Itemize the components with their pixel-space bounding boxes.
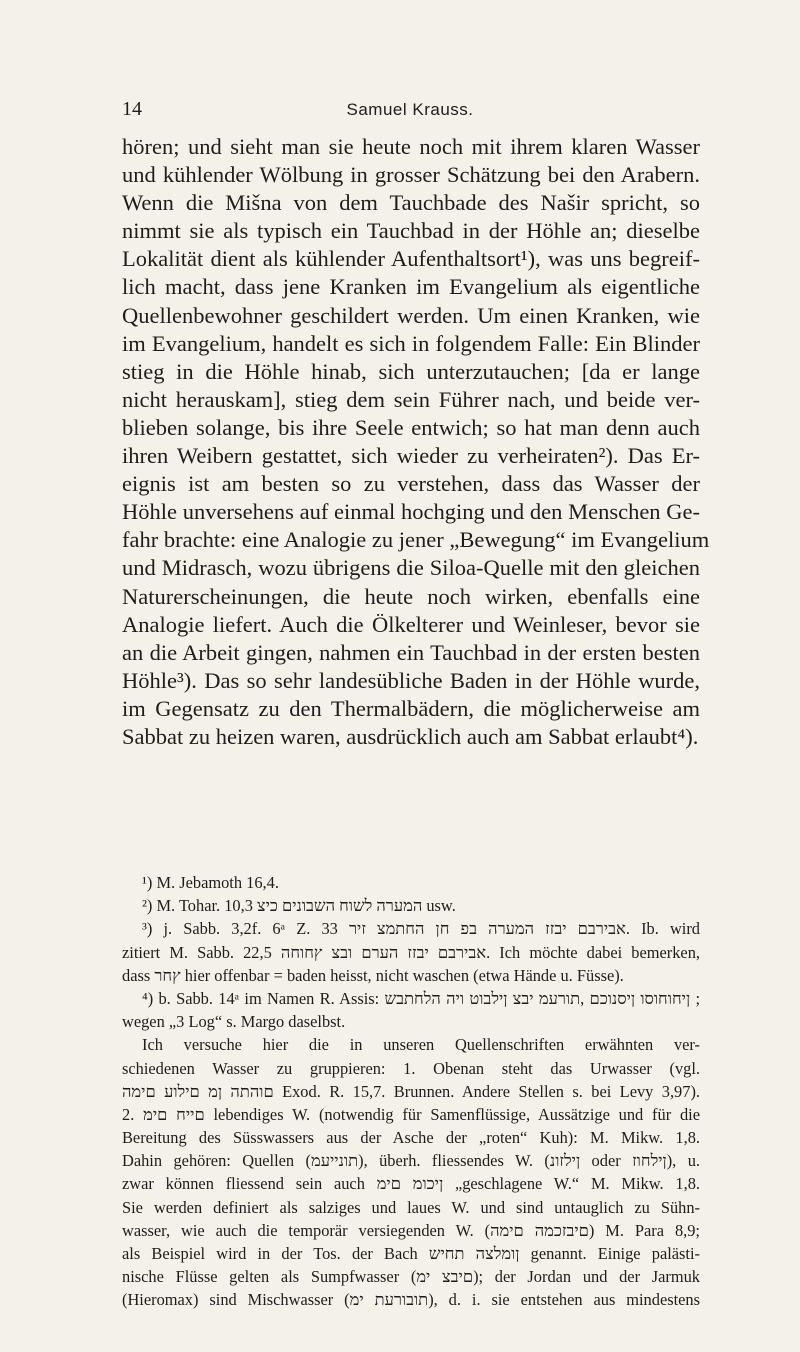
footnotes [122, 871, 700, 1312]
footnote-line: Bereitung des Süsswassers aus der Asche der „roten“ Kuh): M. Mikw. 1,8. [122, 1128, 700, 1148]
footnote-line: (Hieromax) sind Mischwasser (תובורעת ימ), d. i. sie entstehen aus mindestens [122, 1290, 701, 1310]
body-text-line: und kühlender Wölbung in grosser Schätzung bei den Arabern. [122, 162, 700, 188]
footnote-line: als Beispiel wird in der Tos. der Bach ןומלצה תחיש genannt. Einige palästi- [122, 1244, 700, 1263]
footnote-line: Ich versuche hier die in unseren Quellenschriften erwähnten ver- [142, 1035, 700, 1055]
body-text-line: Höhle³). Das so sehr landesübliche Baden in der Höhle wurde, [122, 667, 700, 693]
footnote-line: dass ץחר hier offenbar = baden heisst, nicht waschen (etwa Hände u. Füsse). [122, 965, 624, 985]
body-text-line: lich macht, dass jene Kranken im Evangelium als eigentliche [122, 274, 700, 300]
body-text [122, 133, 710, 751]
running-head-author: Samuel Krauss. [346, 100, 474, 119]
body-text-line: fahr brachte: eine Analogie zu jener „Bewegung“ im Evangelium [122, 527, 710, 553]
body-text-line: im Evangelium, handelt es sich in folgendem Falle: Ein Blinder [122, 330, 700, 356]
footnote-line: ³) j. Sabb. 3,2f. 6ᵃ Z. 33 אבירבם יבזז המערה בפ חן החתמצ זיר. Ib. wird [142, 919, 700, 939]
page-number: 14 [122, 98, 142, 120]
body-text-line: ihren Weibern gestattet, sich wieder zu verheiraten²). Das Er- [122, 443, 700, 469]
body-text-line: eignis ist am besten so zu verstehen, dass das Wasser der [122, 471, 700, 497]
body-text-line: und Midrasch, wozu übrigens die Siloa-Quelle mit den gleichen [122, 555, 700, 581]
body-text-line: Quellenbewohner geschildert werden. Um einen Kranken, wie [122, 302, 700, 328]
footnote-line: ²) M. Tohar. 10,3 המערה לשוח השבונים כיצ usw. [142, 896, 456, 916]
body-text-line: im Gegensatz zu den Thermalbädern, die möglicherweise am [122, 695, 700, 721]
footnote-line: 2. םייח םימ lebendiges W. (notwendig für Samenflüssige, Aussätzige und für die [122, 1104, 701, 1124]
footnote-line: ⁴) b. Sabb. 14ᵃ im Namen R. Assis: ןיחוחוסו ןיסנוכם ,תורעמ יבצ ןילבוט ויה הלחתבש ; [142, 988, 700, 1008]
body-text-line: stieg in die Höhle hinab, sich unterzutauchen; [da er lange [122, 358, 700, 384]
body-text-line: Höhle unversehens auf einmal hochging und den Menschen Ge- [122, 499, 700, 525]
footnote-line: wasser, wie auch die temporär versiegenden W. (םיבזכמה םימה) M. Para 8,9; [122, 1220, 700, 1240]
footnote-line: ¹) M. Jebamoth 16,4. [142, 873, 279, 892]
footnote-line: םוהתה ןמ םילוע םימה Exod. R. 15,7. Brunnen. Andere Stellen s. bei Levy 3,97). [122, 1081, 700, 1101]
body-text-line: blieben solange, bis ihre Seele entwich; so hat man denn auch [122, 414, 700, 440]
running-head [122, 98, 698, 128]
footnote-line: zwar können fliessend sein auch ןיכומ םימ „geschlagene W.“ M. Mikw. 1,8. [122, 1174, 700, 1194]
body-text-line: Lokalität dient als kühlender Aufenthaltsort¹), was uns begreif- [122, 246, 700, 272]
body-text-line: nimmt sie als typisch ein Tauchbad in der Höhle an; dieselbe [122, 218, 700, 244]
body-text-line: an die Arbeit gingen, nahmen ein Tauchbad in der ersten besten [122, 639, 700, 665]
body-text-line: hören; und sieht man sie heute noch mit ihrem klaren Wasser [122, 134, 700, 159]
footnote-line: wegen „3 Log“ s. Margo daselbst. [122, 1012, 346, 1032]
footnote-line: zitiert M. Sabb. 22,5 אבירבם יבזז הערם ובצ ץחוחה. Ich möchte dabei bemerken, [122, 942, 700, 962]
footnote-line: Sie werden definiert als salziges und laues W. und sind untauglich zu Sühn- [122, 1197, 700, 1217]
footnote-line: Dahin gehören: Quellen (תונייעמ), überh. fliessendes W. (ןילזונ oder ןילחוז), u. [122, 1151, 700, 1171]
body-text-line: Analogie liefert. Auch die Ölkelterer und Weinleser, bevor sie [122, 611, 700, 637]
body-text-line: Naturerscheinungen, die heute noch wirken, ebenfalls eine [122, 583, 700, 609]
body-text-line: Wenn die Mišna von dem Tauchbade des Našir spricht, so [122, 190, 700, 216]
footnote-line: schiedenen Wasser zu gruppieren: 1. Obenan steht das Urwasser (vgl. [122, 1058, 700, 1078]
body-text-line: Sabbat zu heizen waren, ausdrücklich auch am Sabbat erlaubt⁴). [122, 723, 699, 749]
body-text-line: nicht herauskam], stieg dem sein Führer nach, und beide ver- [122, 386, 700, 412]
footnote-line: nische Flüsse gelten als Sumpfwasser (םיבצ ימ); der Jordan und der Jarmuk [122, 1267, 700, 1287]
